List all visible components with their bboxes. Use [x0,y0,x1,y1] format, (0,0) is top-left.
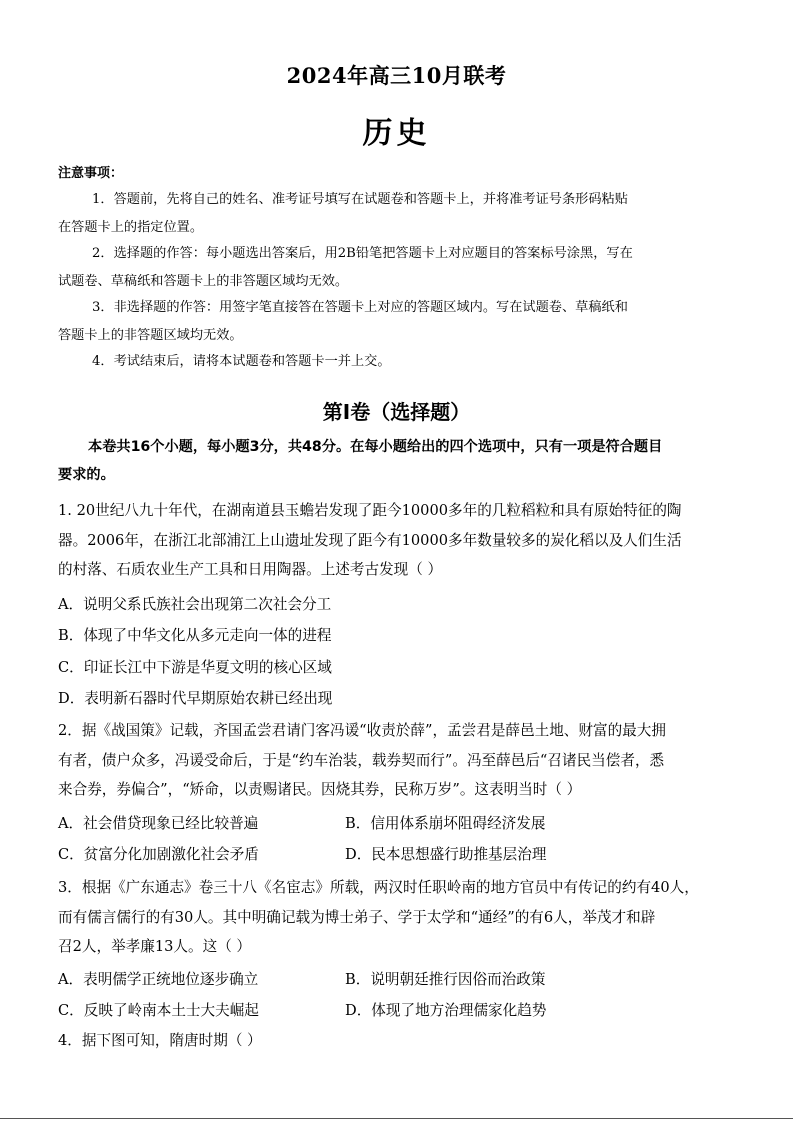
notice-item-3-line-2: 答题卡上的非答题区域均无效。 [58,328,243,343]
question-3-option-c: C．反映了岭南本土士大夫崛起 [58,1002,259,1019]
question-1-option-a: A．说明父系氏族社会出现第二次社会分工 [58,596,332,613]
question-3-option-d: D．体现了地方治理儒家化趋势 [345,1002,547,1019]
notice-item-4 [58,348,748,376]
question-2-option-a: A．社会借贷现象已经比较普遍 [58,815,259,832]
notice-item-1-line-2: 在答题卡上的指定位置。 [58,220,204,235]
subject-title: 历史 [362,116,431,151]
section-title: 第Ⅰ卷（选择题） [322,400,471,424]
exam-title: 2024年高三10月联考 [286,63,507,88]
question-4-stem [58,1026,750,1056]
question-3-line-3: 召2人，举孝廉13人。这（ ） [58,938,252,955]
question-3-line-2: 而有儒言儒行的有30人。其中明确记载为博士弟子、学于太学和“通经”的有6人，举茂才和辟 [58,908,656,926]
question-3-option-a: A．表明儒学正统地位逐步确立 [58,971,259,988]
question-1-option-b: B．体现了中华文化从多元走向一体的进程 [58,627,332,644]
question-1-option-c: C．印证长江中下游是华夏文明的核心区域 [58,659,332,676]
notice-item-2-line-1: 2．选择题的作答：每小题选出答案后，用2B铅笔把答题卡上对应题目的答案标号涂黑，写在 [92,246,633,261]
question-2-stem [58,716,750,805]
question-1-option-d: D．表明新石器时代早期原始农耕已经出现 [58,690,333,707]
notice-item-1 [58,186,748,242]
question-1-line-3: 的村落、石质农业生产工具和日用陶器。上述考古发现（ ） [58,561,443,578]
notice-heading: 注意事项： [58,166,124,181]
question-4-line-1: 4．据下图可知，隋唐时期（ ） [58,1032,262,1049]
notice-item-3 [58,294,748,350]
question-2-line-1: 2．据《战国策》记载，齐国孟尝君请门客冯谖“收责於薛”，孟尝君是薛邑土地、财富的最大拥 [58,722,666,739]
question-3-line-1: 3．根据《广东通志》卷三十八《名宦志》所载，两汉时任职岭南的地方官员中有传记的约有40人， [58,879,699,896]
section-instructions [58,433,748,489]
question-1-line-2: 器。2006年，在浙江北部浦江上山遗址发现了距今有10000多年数量较多的炭化稻以及人们生活 [58,531,682,549]
question-2-option-d: D．民本思想盛行助推基层治理 [345,846,547,863]
question-2-line-3: 来合券，券偏合”，“矫命，以责赐诸民。因烧其券，民称万岁”。这表明当时（ ） [58,781,582,798]
question-2-option-b: B．信用体系崩坏阻碍经济发展 [345,815,546,832]
question-2-line-2: 有者，债户众多，冯谖受命后，于是“约车治装，载券契而行”。冯至薛邑后“召诸民当偿者，悉 [58,751,665,769]
notice-item-2-line-2: 试题卷、草稿纸和答题卡上的非答题区域均无效。 [58,274,349,289]
question-3-option-b: B．说明朝廷推行因俗而治政策 [345,971,546,988]
instructions-line-1: 本卷共16个小题，每小题3分，共48分。在每小题给出的四个选项中，只有一项是符合题目 [88,439,663,455]
question-2-option-c: C．贫富分化加剧激化社会矛盾 [58,846,259,863]
notice-item-1-line-1: 1．答题前，先将自己的姓名、准考证号填写在试题卷和答题卡上，并将准考证号条形码粘贴 [92,192,628,207]
question-1-line-1: 1. 20世纪八九十年代，在湖南道县玉蟾岩发现了距今10000多年的几粒稻粒和具有原始特征的陶 [58,502,682,519]
question-3-stem [58,873,750,962]
question-1-stem [58,496,750,585]
page-bottom-rule [0,1118,793,1119]
notice-item-2 [58,240,748,296]
notice-item-4-line-1: 4．考试结束后，请将本试题卷和答题卡一并上交。 [92,354,391,369]
instructions-line-2: 要求的。 [58,467,115,483]
notice-item-3-line-1: 3．非选择题的作答：用签字笔直接答在答题卡上对应的答题区域内。写在试题卷、草稿纸和 [92,300,628,315]
